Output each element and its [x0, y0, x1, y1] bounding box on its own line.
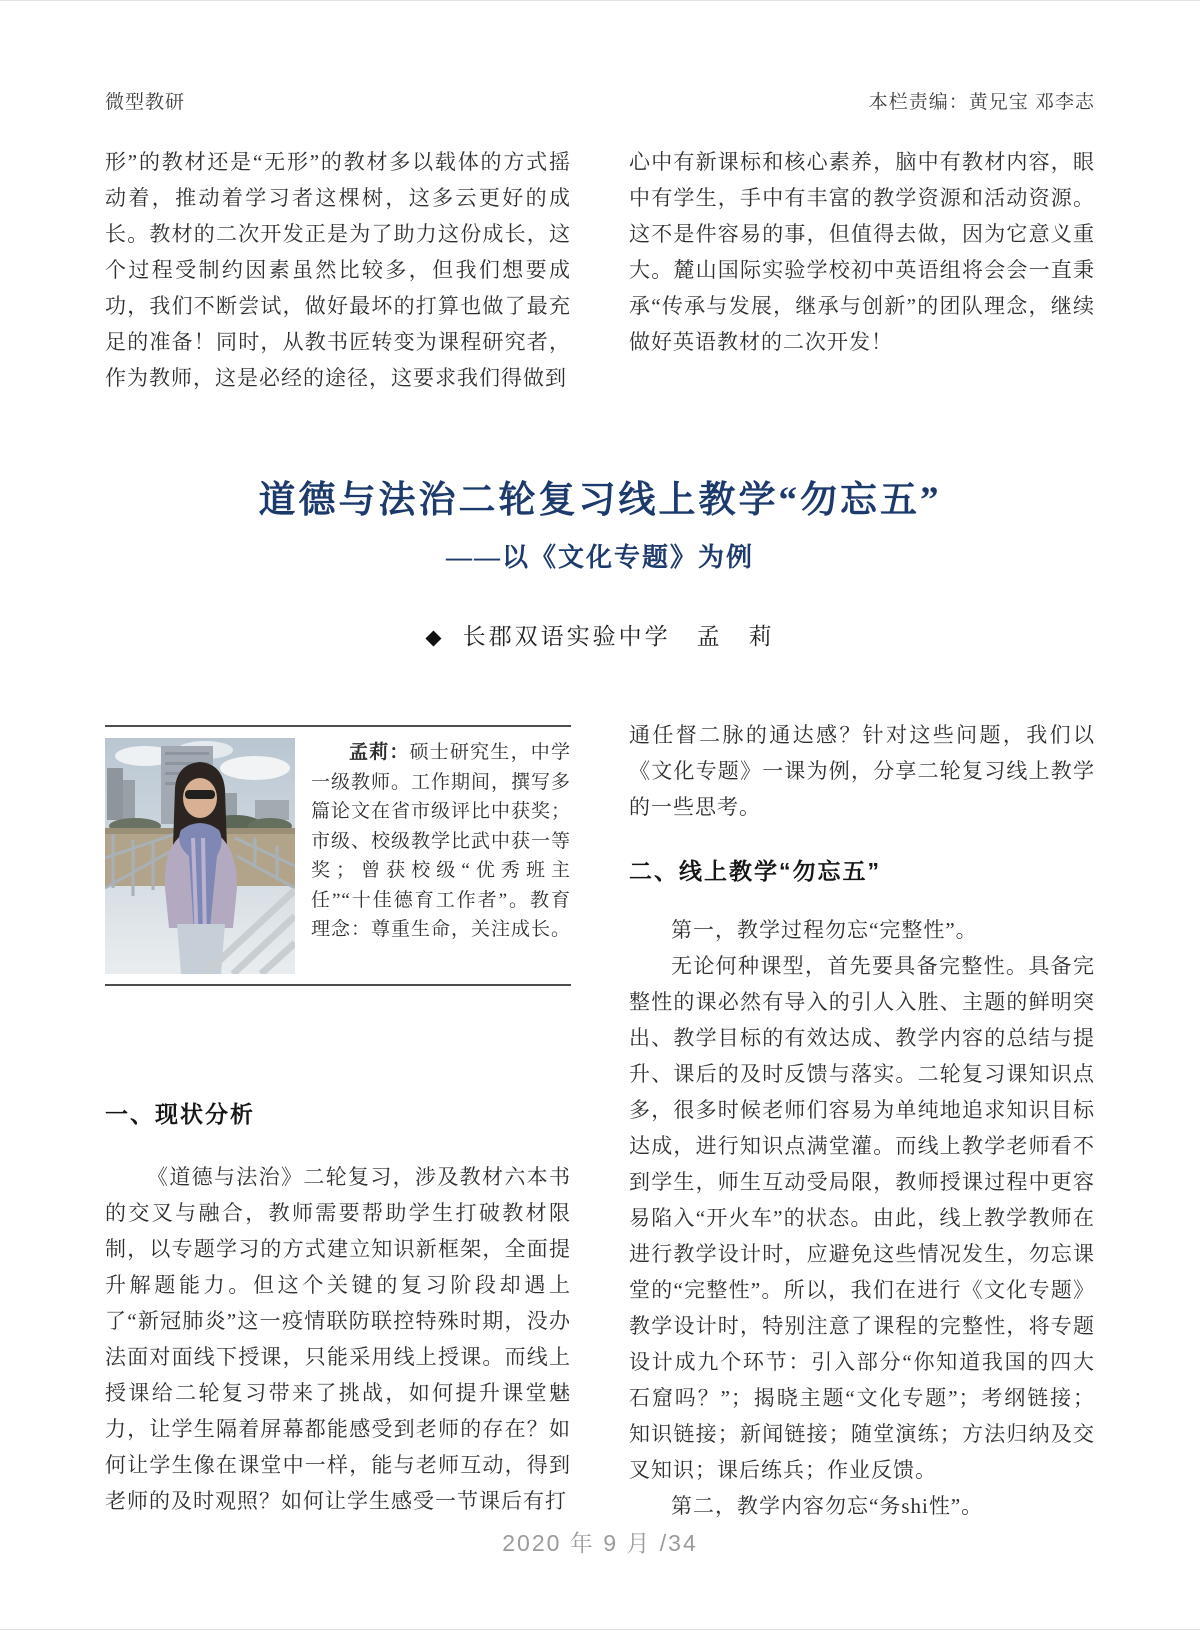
- article-subtitle: ——以《文化专题》为例: [445, 543, 754, 572]
- section-1-heading: 一、现状分析: [105, 1101, 255, 1127]
- author-bio-text: [311, 738, 571, 974]
- section-2-heading: 二、线上教学“勿忘五”: [629, 858, 881, 884]
- author-photo: [105, 738, 295, 974]
- section-1-paragraph: 《道德与法治》二轮复习，涉及教材六本书的交叉与融合，教师需要帮助学生打破教材限制，以专题学习的方式建立知识新框架，全面提升解题能力。但这个关键的复习阶段却遇上了“新冠肺炎”这一疫情联防联控特殊时期，没办法面对面线下授课，只能采用线上授课。而线上授课给二轮复习带来了挑战，如何提升课堂魅力，让学生隔着屏幕都能感受到老师的存在？如何让学生像在课堂中一样，能与老师互动，得到老师的及时观照？如何让学生感受一节课后有打: [105, 1165, 571, 1513]
- author-affiliation-name: 长郡双语实验中学 孟 莉: [462, 624, 775, 649]
- author-bio-body: 硕士研究生，中学一级教师。工作期间，撰写多篇论文在省市级评比中获奖；市级、校级教学比武中获一等奖；曾获校级“优秀班主任”“十佳德育工作者”。教育理念：尊重生命，关注成长。: [311, 742, 572, 940]
- issue-and-page-number: 2020 年 9 月 /34: [502, 1530, 698, 1556]
- author-line: [0, 618, 1200, 651]
- previous-article-continuation: [105, 144, 1095, 396]
- article-title-block: [0, 469, 1200, 651]
- article-title: 道德与法治二轮复习线上教学“勿忘五”: [258, 480, 942, 521]
- author-bio-box: [105, 725, 571, 986]
- section-2-paragraph-3: 第二，教学内容勿忘“务shi性”。: [671, 1494, 984, 1518]
- article-body: [105, 691, 1095, 1524]
- section-2-paragraph-2: 无论何种课型，首先要具备完整性。具备完整性的课必然有导入的引人入胜、主题的鲜明突出、教学目标的有效达成、教学内容的总结与提升、课后的及时反馈与落实。二轮复习课知识点多，很多时候老师们容易为单纯地追求知识目标达成，进行知识点满堂灌。而线上教学老师看不到学生，师生互动受局限，教师授课过程中更容易陷入“开火车”的状态。由此，线上教学教师在进行教学设计时，应避免这些情况发生，勿忘课堂的“完整性”。所以，我们在进行《文化专题》教学设计时，特别注意了课程的完整性，将专题设计成九个环节：引入部分“你知道我国的四大石窟吗？”；揭晓主题“文化专题”；考纲链接；知识链接；新闻链接；随堂演练；方法归纳及交叉知识；课后练兵；作业反馈。: [629, 954, 1095, 1482]
- page-footer: [0, 1525, 1200, 1558]
- section-1-continuation: 通任督二脉的通达感？针对这些问题，我们以《文化专题》一课为例，分享二轮复习线上教学的一些思考。: [629, 723, 1095, 819]
- continuation-right-column: 心中有新课标和核心素养，脑中有教材内容，眼中有学生，手中有丰富的教学资源和活动资源。这不是件容易的事，但值得去做，因为它意义重大。麓山国际实验学校初中英语组将会会一直秉承“传承与发展，继承与创新”的团队理念，继续做好英语教材的二次开发！: [629, 150, 1095, 354]
- continuation-left-column: 形”的教材还是“无形”的教材多以载体的方式摇动着，推动着学习者这棵树，这多云更好的成长。教材的二次开发正是为了助力这份成长，这个过程受制约因素虽然比较多，但我们想要成功，我们不断尝试，做好最坏的打算也做了最充足的准备！同时，从教书匠转变为课程研究者，作为教师，这是必经的途径，这要求我们得做到: [105, 150, 571, 390]
- section-2-paragraph-1: 第一，教学过程勿忘“完整性”。: [671, 918, 978, 942]
- author-name: 孟莉：: [349, 742, 410, 763]
- column-name: 微型教研: [105, 92, 186, 113]
- right-column: [629, 691, 1095, 1524]
- left-column: [105, 691, 571, 1524]
- diamond-icon: ◆: [425, 625, 445, 649]
- page-header: [105, 87, 1095, 114]
- editors-credit: 本栏责编：黄兄宝 邓李志: [868, 92, 1095, 113]
